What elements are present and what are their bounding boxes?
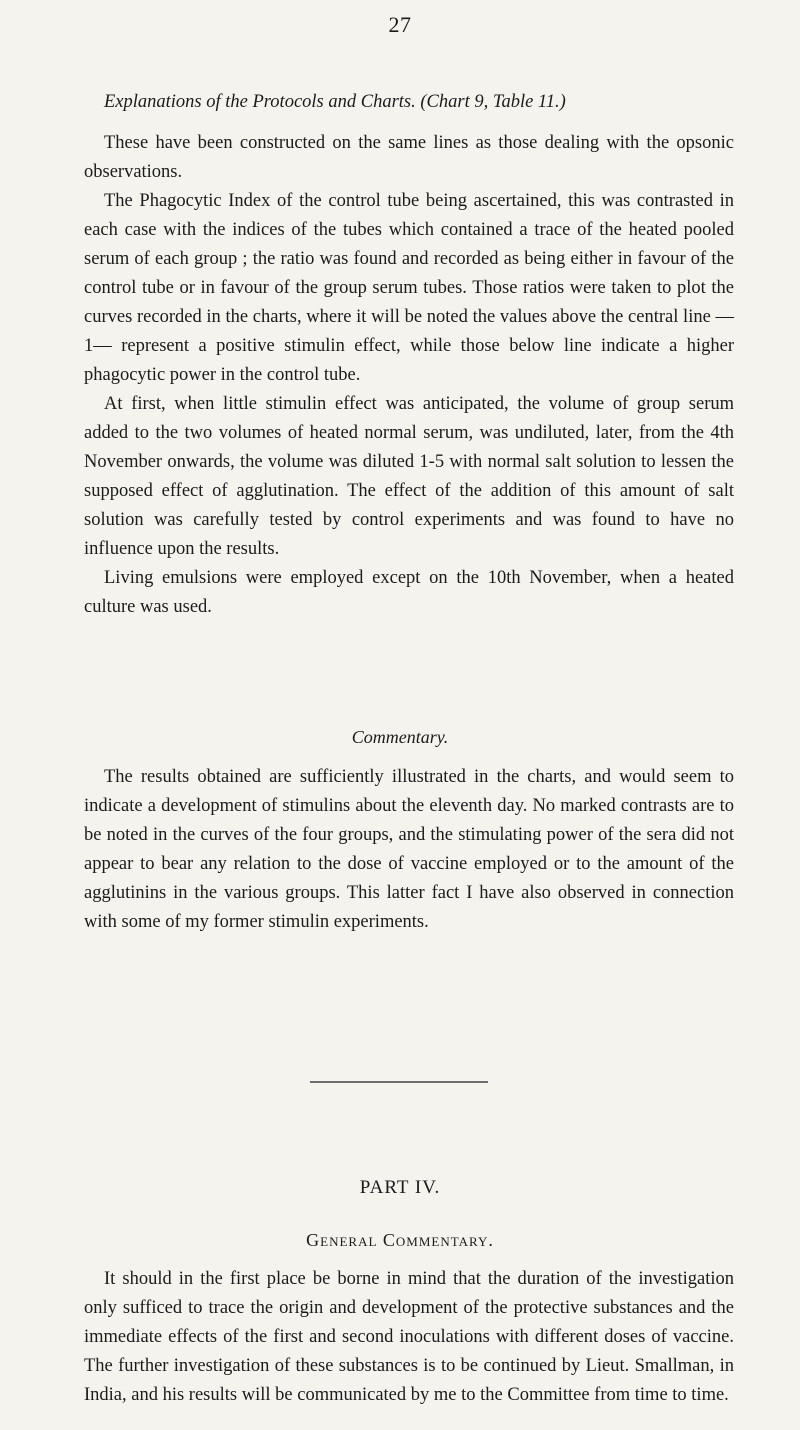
section-heading-reference: (Chart 9, Table 11.) [420, 92, 566, 112]
paragraph: The results obtained are sufficiently illustrated in the charts, and would seem to indicate a development of stimulins about the eleventh day. No marked contrasts are to be noted in the curves of the four groups, and the stimulating power of the sera did not appear to bear any relation to the dose of vaccine employed or to the amount of the agglutinins in the various groups. This latter fact I have also observed in connection with some of my former stimulin experiments. [84, 767, 734, 932]
intro-text-block [84, 129, 734, 622]
general-commentary-title: General Commentary. [306, 1230, 494, 1250]
paragraph: The Phagocytic Index of the control tube being ascertained, this was contrasted in each case with the indices of the tubes which contained a trace of the heated pooled serum of each group ; the ratio was found and recorded as being either in favour of the control tube or in favour of the group serum tubes. Those ratios were taken to plot the curves recorded in the charts, where it will be noted the values above the central line —1— represent a positive stimulin effect, while those below line indicate a higher phagocytic power in the control tube. [84, 191, 734, 385]
commentary-text-block [84, 763, 734, 937]
paragraph: Living emulsions were employed except on the 10th November, when a heated culture was used. [84, 568, 734, 617]
section-heading [104, 92, 744, 113]
section-heading-title: Explanations of the Protocols and Charts. [104, 92, 416, 112]
part-title: PART IV. [359, 1177, 441, 1198]
paragraph: It should in the first place be borne in mind that the duration of the investigation only sufficed to trace the origin and development of the protective substances and the immediate effects of the first and second inoculations with different doses of vaccine. The further investigation of these substances is to be continued by Lieut. Smallman, in India, and his results will be communicated by me to the Committee from time to time. [84, 1269, 734, 1405]
general-text-block [84, 1265, 734, 1410]
commentary-title: Commentary. [351, 727, 449, 747]
paragraph: At first, when little stimulin effect was anticipated, the volume of group serum added to the two volumes of heated normal serum, was undiluted, later, from the 4th November onwards, the volume was diluted 1-5 with normal salt solution to lessen the supposed effect of agglutination. The effect of the addition of this amount of salt solution was carefully tested by control experiments and was found to have no influence upon the results. [84, 394, 734, 559]
page-number: 27 [388, 12, 412, 37]
paragraph: These have been constructed on the same lines as those dealing with the opsonic observations. [84, 133, 734, 182]
divider-line [310, 1081, 488, 1083]
